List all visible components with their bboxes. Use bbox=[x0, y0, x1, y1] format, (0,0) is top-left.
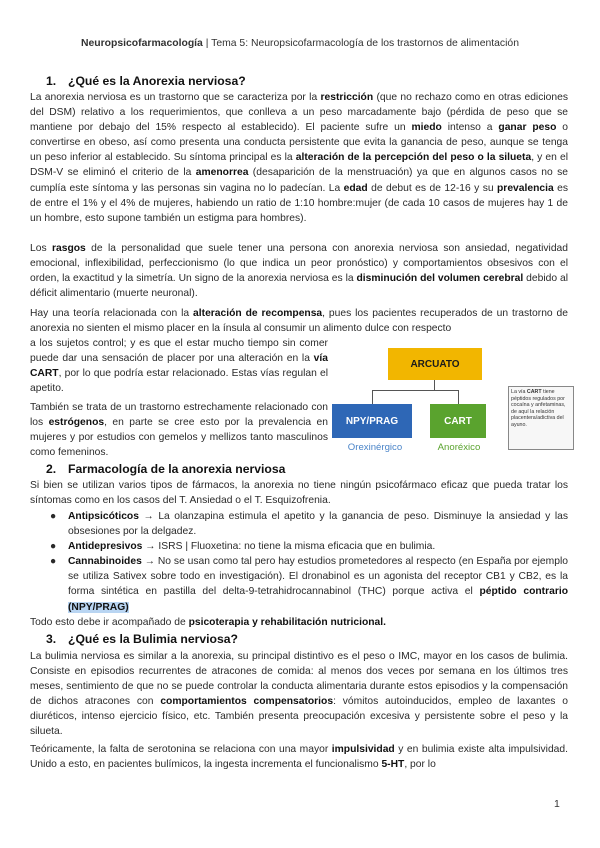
anorexia-paragraph-3: Hay una teoría relacionada con la alteración de recompensa, pues los pacientes recuperados de un trastorno de anorexia no sienten el mismo placer en la ínsula al consumir un alimento dulce con respecto bbox=[30, 308, 568, 335]
connector-left bbox=[372, 390, 373, 404]
cart-note: La vía CART tiene péptidos regulados por cocaína y anfetaminas, de aquí la relación placentera/adictiva del ayuno. bbox=[508, 386, 574, 450]
connector-right bbox=[458, 390, 459, 404]
section-2-heading: 2. Farmacología de la anorexia nerviosa bbox=[46, 462, 286, 476]
section-1-heading: 1. ¿Qué es la Anorexia nerviosa? bbox=[46, 74, 246, 88]
header-topic: Tema 5: Neuropsicofarmacología de los trastornos de alimentación bbox=[211, 38, 519, 49]
bulimia-paragraph-2: Teóricamente, la falta de serotonina se relaciona con una mayor impulsividad y en bulimia existe alta impulsividad. Unido a esto, en pacientes bulímicos, la ingesta incrementa el funcionalismo 5-HT, por lo bbox=[30, 744, 568, 771]
anorexia-paragraph-3b: a los sujetos control; y es que el estar mucho tiempo sin comer puede dar una sensación de placer por una alteración en la vía CART, por lo que podría estar relacionado. Estas vías regulan el apetito. bbox=[30, 338, 328, 395]
anorexic-label: Anoréxico bbox=[437, 442, 481, 453]
highlighted-term: (NPY/PRAG) bbox=[68, 601, 129, 613]
orexinergic-label: Orexinérgico bbox=[347, 442, 403, 453]
npy-prag-box: NPY/PRAG bbox=[332, 404, 412, 438]
anorexia-paragraph-4: También se trata de un trastorno estrechamente relacionado con los estrógenos, en parte se cree esto por la prevalencia en mujeres y por estudios con gemelos y mellizos tanto masculinos como femeninos. bbox=[30, 402, 328, 459]
bulimia-paragraph-1: La bulimia nerviosa es similar a la anorexia, su principal distintivo es el peso o IMC, mayor en los casos de bulimia. Consiste en episodios recurrentes de atracones de comida: al menos dos veces por semana en los últimos tres meses, sentimiento de que no se puede controlar la conducta alimentaria durante estos episodios y la compensación de dichos atracones con comportamientos compensatorios: vómitos autoinducidos, empleo de laxantes o diuréticos, intenso ejercicio físico, etc. También presenta preocupación excesiva y persistente sobre el peso y la silueta. bbox=[30, 651, 569, 738]
page-number: 1 bbox=[554, 798, 560, 810]
arcuato-box: ARCUATO bbox=[388, 348, 482, 380]
anorexia-paragraph-1: La anorexia nerviosa es un trastorno que se caracteriza por la restricción (que no rechazo como en otras ediciones del DSM) relativo a los requerimientos, que conlleva a un peso marcadamente bajo (pérdida de peso que se mantiene por debajo del 15% respecto al establecido). El paciente sufre un miedo intenso a ganar peso o convertirse en obeso, así como presenta una conducta persistente que evita la ganancia de peso, aunque se tenga un peso inferior al establecido. Su síntoma principal es la alteración de la percepción del peso o la silueta, y en el DSM-V se eliminó el criterio de la amenorrea (desaparición de la menstruación) ya que en algunos casos no se cumplía este síntoma y las personas sin vagina no lo padecían. La edad de debut es de 12-16 y su prevalencia es de entre el 1% y el 4% de mujeres, habiendo un ratio de 1:10 hombre:mujer (de cada 10 casos de mujeres hay 1 de un hombre, esto supone también un estigma para hombres). bbox=[30, 92, 568, 224]
connector-vertical bbox=[434, 380, 435, 390]
list-item: ● Cannabinoides → No se usan como tal pero hay estudios prometedores al respecto (en España por ejemplo se utiliza Sativex sobre todo en investigación). El dronabinol es un agonista del receptor CB1 y CB2, es la forma sintética en pastilla del delta-9-tetrahidrocannabinol (THC) porque activa el péptido contrario (NPY/PRAG) bbox=[50, 556, 568, 613]
appetite-pathway-diagram bbox=[332, 348, 572, 458]
page-header bbox=[0, 38, 600, 49]
cart-box: CART bbox=[430, 404, 486, 438]
list-item: ● Antipsicóticos → La olanzapina estimula el apetito y la ganancia de peso. Disminuye la ansiedad y las obsesiones por la delgadez. bbox=[50, 511, 568, 538]
drug-list bbox=[30, 509, 568, 615]
pharmacology-closing: Todo esto debe ir acompañado de psicoterapia y rehabilitación nutricional. bbox=[30, 617, 386, 628]
section-3-heading: 3. ¿Qué es la Bulimia nerviosa? bbox=[46, 632, 239, 646]
list-item: ● Antidepresivos → ISRS | Fluoxetina: no tiene la misma eficacia que en bulimia. bbox=[50, 541, 436, 553]
header-separator: | bbox=[202, 38, 212, 49]
anorexia-paragraph-2: Los rasgos de la personalidad que suele tener una persona con anorexia nerviosa son ansiedad, negatividad emocional, inflexibilidad, perfeccionismo (lo que indica un peor pronóstico) y comportamientos obsesivos con el orden, la exactitud y la simetría. Un signo de la anorexia nerviosa es la disminución del volumen cerebral debido al déficit alimentario (muerte neuronal). bbox=[30, 243, 569, 300]
pharmacology-intro: Si bien se utilizan varios tipos de fármacos, la anorexia no tiene ningún psicofármaco eficaz que pueda tratar los síntomas como en los casos del T. Ansiedad o el T. Esquizofrenia. bbox=[30, 480, 568, 507]
connector-horizontal bbox=[372, 390, 458, 391]
header-subject: Neuropsicofarmacología bbox=[81, 38, 203, 49]
